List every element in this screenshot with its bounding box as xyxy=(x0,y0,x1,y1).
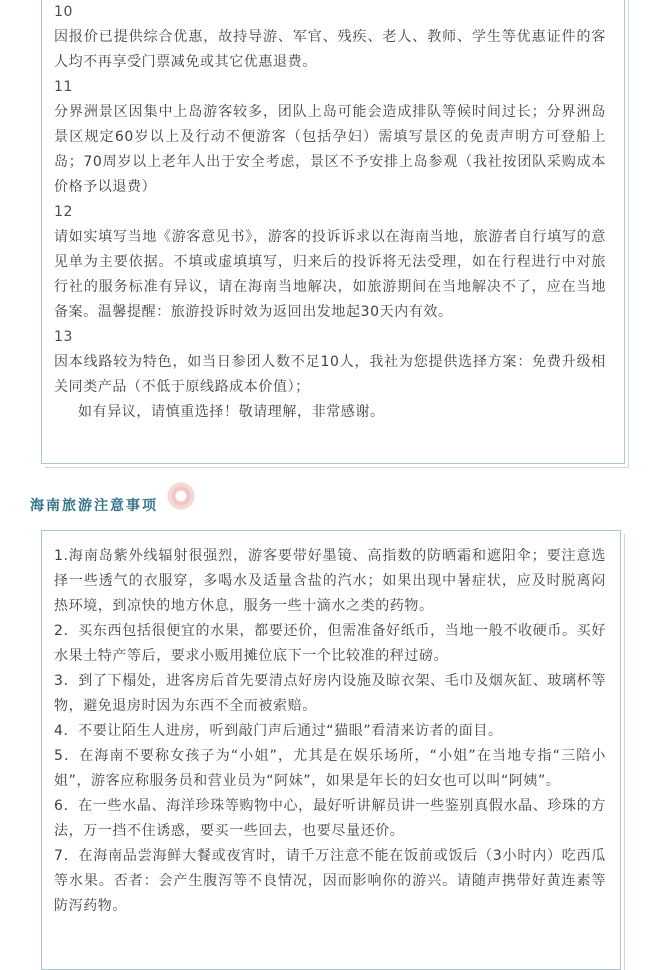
item-number: 11 xyxy=(54,79,74,95)
tip-item: 3．到了下榻处，进客房后首先要清点好房内设施及晾衣架、毛巾及烟灰缸、玻璃杯等物，避免退房时因为东西不全而被索赔。 xyxy=(54,673,606,714)
tip-item: 4．不要让陌生人进房，听到敲门声后通过“猫眼”看清来访者的面目。 xyxy=(54,723,503,739)
item-text: 因本线路较为特色，如当日参团人数不足10人，我社为您提供选择方案：免费升级相关同类产品（不低于原线路成本价值）； xyxy=(54,354,606,395)
item-text: 分界洲景区因集中上岛游客较多，团队上岛可能会造成排队等候时间过长；分界洲岛景区规定60岁以上及行动不便游客（包括孕妇）需填写景区的免责声明方可登船上岛；70周岁以上老年人出于安全考虑，景区不予安排上岛参观（我社按团队采购成本价格予以退费） xyxy=(54,104,606,195)
item-text: 因报价已提供综合优惠，故持导游、军官、残疾、老人、教师、学生等优惠证件的客人均不再享受门票减免或其它优惠退费。 xyxy=(54,29,606,70)
tip-item: 2．买东西包括很便宜的水果，都要还价，但需准备好纸币，当地一般不收硬币。买好水果土特产等后，要求小贩用摊位底下一个比较准的秤过磅。 xyxy=(54,623,606,664)
item-number: 12 xyxy=(54,204,74,220)
tip-item: 1.海南岛紫外线辐射很强烈，游客要带好墨镜、高指数的防晒霜和遮阳伞；要注意选择一些透气的衣服穿，多喝水及适量含盐的汽水；如果出现中暑症状，应及时脱离闷热环境，到凉快的地方休息，服务一些十滴水之类的药物。 xyxy=(54,548,606,614)
item-text: 请如实填写当地《游客意见书》，游客的投诉诉求以在海南当地，旅游者自行填写的意见单为主要依据。不填或虚填填写，归来后的投诉将无法受理，如在行程进行中对旅行社的服务标准有异议，请在海南当地解决，如旅游期间在当地解决不了，应在当地备案。温馨提醒：旅游投诉时效为返回出发地起30天内有效。 xyxy=(54,229,606,320)
notice-list xyxy=(54,0,606,425)
item-number: 10 xyxy=(54,4,74,20)
tip-item: 6．在一些水晶、海洋珍珠等购物中心，最好听讲解员讲一些鉴别真假水晶、珍珠的方法，万一挡不住诱惑，要买一些回去，也要尽量还价。 xyxy=(54,798,606,839)
closing-note: 如有异议，请慎重选择！敬请理解，非常感谢。 xyxy=(78,404,385,420)
pink-ring-icon xyxy=(166,481,196,511)
item-number: 13 xyxy=(54,329,74,345)
tip-item: 7．在海南品尝海鲜大餐或夜宵时，请千万注意不能在饭前或饭后（3小时内）吃西瓜等水果。否者：会产生腹泻等不良情况，因而影响你的游兴。请随声携带好黄连素等防泻药物。 xyxy=(54,848,606,914)
tips-list xyxy=(54,544,606,919)
tip-item: 5．在海南不要称女孩子为“小姐”，尤其是在娱乐场所，“小姐”在当地专指“三陪小姐”，游客应称服务员和营业员为“阿妹”，如果是年长的妇女也可以叫“阿姨”。 xyxy=(54,748,606,789)
section-title: 海南旅游注意事项 xyxy=(30,498,158,514)
